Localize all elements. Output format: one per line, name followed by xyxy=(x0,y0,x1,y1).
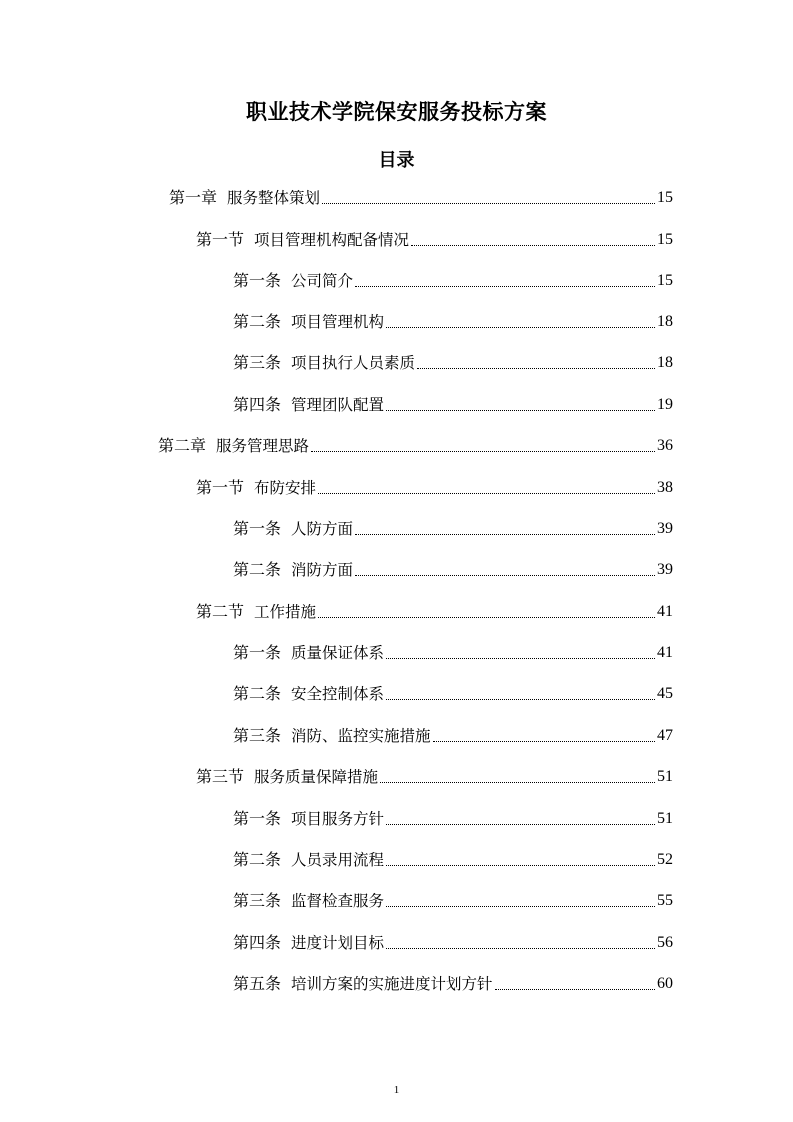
toc-entry-page: 56 xyxy=(657,934,673,951)
toc-heading: 目录 xyxy=(378,150,415,171)
toc-leader-dots xyxy=(411,243,655,246)
toc-entry-page: 39 xyxy=(657,520,673,537)
toc-entry-article[interactable] xyxy=(233,269,673,293)
toc-leader-dots xyxy=(386,863,655,866)
toc-entry-label: 工作措施 xyxy=(254,603,317,621)
toc-entry-page: 18 xyxy=(657,354,673,371)
toc-entry-label: 人员录用流程 xyxy=(291,851,385,869)
toc-entry-article[interactable] xyxy=(233,393,673,417)
toc-entry-number: 第二条 xyxy=(233,850,282,869)
toc-entry-page: 15 xyxy=(657,189,673,206)
toc-entry-page: 19 xyxy=(657,396,673,413)
toc-entry-page: 39 xyxy=(657,561,673,578)
toc-entry-label: 项目执行人员素质 xyxy=(291,354,416,372)
toc-entry-page: 41 xyxy=(657,644,673,661)
toc-leader-dots xyxy=(380,780,655,783)
toc-entry-label: 消防、监控实施措施 xyxy=(291,727,431,745)
toc-entry-page: 51 xyxy=(657,768,673,785)
toc-leader-dots xyxy=(322,201,655,204)
toc-entry-label: 监督检查服务 xyxy=(291,892,385,910)
toc-entry-label: 服务整体策划 xyxy=(227,189,321,207)
toc-leader-dots xyxy=(318,615,655,618)
toc-entry-number: 第二条 xyxy=(233,560,282,579)
toc-entry-page: 38 xyxy=(657,479,673,496)
toc-entry-number: 第三条 xyxy=(233,353,282,372)
toc-entry-label: 服务质量保障措施 xyxy=(254,768,379,786)
toc-entry-page: 51 xyxy=(657,810,673,827)
toc-entry-article[interactable] xyxy=(233,641,673,665)
toc-entry-number: 第二节 xyxy=(196,602,245,621)
toc-entry-label: 服务管理思路 xyxy=(216,437,310,455)
toc-leader-dots xyxy=(495,987,655,990)
toc-leader-dots xyxy=(386,904,655,907)
toc-leader-dots xyxy=(386,946,655,949)
toc-entry-number: 第二章 xyxy=(158,436,207,455)
page-number: 1 xyxy=(393,1084,400,1096)
toc-entry-article[interactable] xyxy=(233,848,673,872)
toc-entry-article[interactable] xyxy=(233,558,673,582)
toc-leader-dots xyxy=(386,656,655,659)
toc-entry-label: 公司简介 xyxy=(291,272,354,290)
toc-entry-number: 第二条 xyxy=(233,684,282,703)
toc-entry-section[interactable] xyxy=(196,228,673,252)
toc-entry-label: 安全控制体系 xyxy=(291,685,385,703)
toc-entry-label: 进度计划目标 xyxy=(291,934,385,952)
toc-entry-label: 质量保证体系 xyxy=(291,644,385,662)
toc-entry-article[interactable] xyxy=(233,682,673,706)
toc-entry-number: 第一章 xyxy=(169,188,218,207)
toc-leader-dots xyxy=(355,573,655,576)
toc-entry-page: 45 xyxy=(657,685,673,702)
toc-leader-dots xyxy=(386,697,655,700)
toc-leader-dots xyxy=(355,284,655,287)
toc-entry-number: 第一条 xyxy=(233,809,282,828)
toc-entry-page: 55 xyxy=(657,892,673,909)
toc-leader-dots xyxy=(355,532,655,535)
toc-entry-label: 项目管理机构配备情况 xyxy=(254,231,410,249)
toc-entry-section[interactable] xyxy=(196,765,673,789)
toc-entry-article[interactable] xyxy=(233,517,673,541)
toc-entry-section[interactable] xyxy=(196,600,673,624)
toc-entry-number: 第三条 xyxy=(233,726,282,745)
toc-entry-label: 人防方面 xyxy=(291,520,354,538)
toc-entry-number: 第一节 xyxy=(196,230,245,249)
toc-entry-number: 第三条 xyxy=(233,891,282,910)
toc-entry-number: 第一条 xyxy=(233,519,282,538)
toc-entry-page: 15 xyxy=(657,272,673,289)
toc-entry-article[interactable] xyxy=(233,972,673,996)
toc-entry-number: 第三节 xyxy=(196,767,245,786)
toc-leader-dots xyxy=(386,408,655,411)
toc-entry-article[interactable] xyxy=(233,351,673,375)
toc-entry-label: 管理团队配置 xyxy=(291,396,385,414)
toc-leader-dots xyxy=(386,822,655,825)
toc-entry-number: 第二条 xyxy=(233,312,282,331)
toc-entry-label: 项目管理机构 xyxy=(291,313,385,331)
toc-leader-dots xyxy=(386,325,655,328)
toc-entry-page: 36 xyxy=(657,437,673,454)
toc-entry-chapter[interactable] xyxy=(158,434,673,458)
toc-entry-label: 培训方案的实施进度计划方针 xyxy=(291,975,493,993)
toc-entry-label: 消防方面 xyxy=(291,561,354,579)
toc-entry-number: 第四条 xyxy=(233,933,282,952)
toc-entry-number: 第五条 xyxy=(233,974,282,993)
toc-entry-article[interactable] xyxy=(233,807,673,831)
toc-leader-dots xyxy=(318,491,655,494)
toc-entry-number: 第四条 xyxy=(233,395,282,414)
toc-entry-article[interactable] xyxy=(233,724,673,748)
toc-entry-article[interactable] xyxy=(233,310,673,334)
toc-entry-number: 第一条 xyxy=(233,271,282,290)
toc-entry-chapter[interactable] xyxy=(169,186,673,210)
toc-entry-page: 18 xyxy=(657,313,673,330)
document-title: 职业技术学院保安服务投标方案 xyxy=(246,100,547,124)
toc-entry-page: 47 xyxy=(657,727,673,744)
toc-leader-dots xyxy=(311,449,655,452)
toc-leader-dots xyxy=(433,739,655,742)
toc-entry-number: 第一条 xyxy=(233,643,282,662)
toc-entry-article[interactable] xyxy=(233,931,673,955)
toc-entry-number: 第一节 xyxy=(196,478,245,497)
toc-entry-label: 布防安排 xyxy=(254,479,317,497)
toc-entry-section[interactable] xyxy=(196,476,673,500)
toc-entry-page: 52 xyxy=(657,851,673,868)
toc-entry-page: 15 xyxy=(657,231,673,248)
toc-entry-article[interactable] xyxy=(233,889,673,913)
toc-entry-page: 41 xyxy=(657,603,673,620)
toc-leader-dots xyxy=(417,366,655,369)
toc-entry-label: 项目服务方针 xyxy=(291,810,385,828)
toc-entry-page: 60 xyxy=(657,975,673,992)
